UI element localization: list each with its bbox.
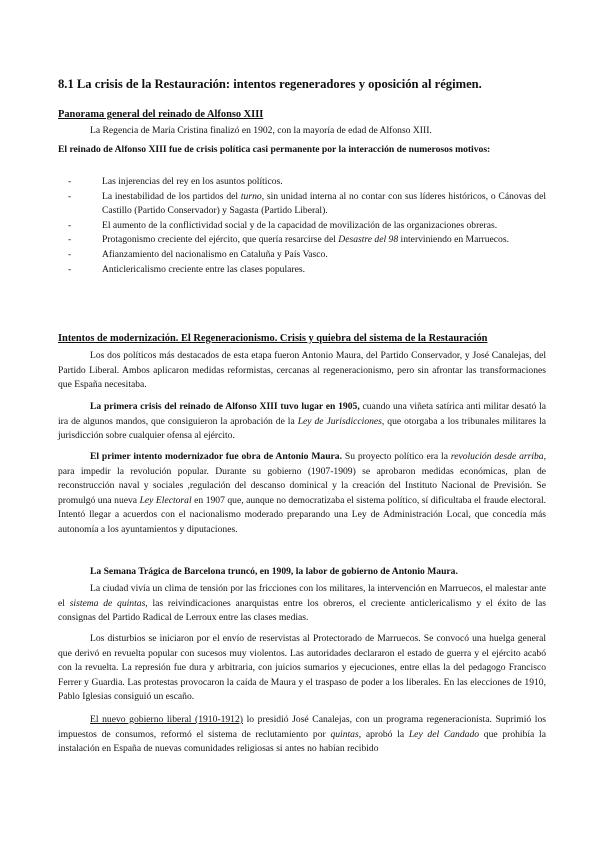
section-heading-regeneracionismo: Intentos de modernización. El Regeneracionismo. Crisis y quiebra del sistema de la Restauración xyxy=(58,333,488,344)
paragraph-regencia: La Regencia de María Cristina finalizó en 1902, con la mayoría de edad de Alfonso XIII. xyxy=(90,125,432,136)
bullet-dash: - xyxy=(68,248,72,260)
bullet-dash: - xyxy=(68,219,72,231)
bullet-dash: - xyxy=(68,176,72,187)
paragraph-thesis: El reinado de Alfonso XIII fue de crisis política casi permanente por la interacción de numerosos motivos: xyxy=(58,144,491,155)
list-item: - Anticlericalismo creciente entre las clases populares. xyxy=(58,263,546,278)
page-title: 8.1 La crisis de la Restauración: intentos regeneradores y oposición al régimen. xyxy=(58,77,482,91)
section-heading-panorama: Panorama general del reinado de Alfonso XIII xyxy=(58,109,264,120)
paragraph-tension: La ciudad vivía un clima de tensión por las fricciones con los militares, la intervención en Marruecos, el malestar ante el sistema de quintas, las reivindicaciones anarquistas entre los obreros, el creciente anticlericalismo y el éxito de las consignas del Partido Radical de Lerroux entre las clases medias. xyxy=(58,583,546,624)
paragraph-crisis-1905: La primera crisis del reinado de Alfonso XIII tuvo lugar en 1905, cuando una viñeta satírica anti militar desató la ira de algunos mandos, que consiguieron la aprobación de la Ley de Jurisdicciones, que otorgaba a los tribunales militares la jurisdicción sobre cualquier ofensa al ejército. xyxy=(58,401,547,442)
list-item: - Las injerencias del rey en los asuntos políticos. xyxy=(58,175,546,190)
paragraph-maura: El primer intento modernizador fue obra de Antonio Maura. Su proyecto político era la revolución desde arriba, para impedir la revolución popular. Durante su gobierno (1907-1909) se aprobaron medidas económicas, plan de reconstrucción naval y sociales ,regulación del descanso dominical y la creación del Instituto Nacional de Previsión. Se promulgó una nueva Ley Electoral en 1907 que, aunque no democratizaba el sistema político, sí dificultaba el fraude electoral. Intentó llegar a acuerdos con el nacionalismo moderado preparando una Ley de Administración Local, que concedía más autonomía a los ayuntamientos y diputaciones. xyxy=(58,451,547,535)
list-item: - El aumento de la conflictividad social y de la capacidad de movilización de las organizaciones obreras. xyxy=(58,219,546,234)
list-item: - Protagonismo creciente del ejército, que quería resarcirse del Desastre del 98 interviniendo en Marruecos. xyxy=(58,233,546,248)
paragraph-politicos: Los dos políticos más destacados de esta etapa fueron Antonio Maura, del Partido Conservador, y José Canalejas, del Partido Liberal. Ambos aplicaron medidas reformistas, cercanas al regeneracionismo, pero sin afrontar las transformaciones que España necesitaba. xyxy=(58,350,546,391)
bullet-dash: - xyxy=(68,263,72,275)
list-item: - Afianzamiento del nacionalismo en Cataluña y País Vasco. xyxy=(58,248,546,263)
paragraph-semana-tragica: La Semana Trágica de Barcelona truncó, en 1909, la labor de gobierno de Antonio Maura. xyxy=(90,566,458,577)
bullet-dash: - xyxy=(68,234,72,246)
paragraph-disturbios: Los disturbios se iniciaron por el envío de reservistas al Protectorado de Marruecos. Se convocó una huelga general que derivó en revuelta popular con sucesos muy violentos. Las autoridades declararon el estado de guerra y el ejército acabó con la revuelta. La represión fue dura y arbitraria, con juicios sumarios y ejecuciones, entre ellas la del pedagogo Francisco Ferrer y Guardia. Las protestas provocaron la caída de Maura y el traspaso de poder a los liberales. En las elecciones de 1910, Pablo Iglesias consiguió un escaño. xyxy=(58,633,546,703)
paragraph-canalejas: El nuevo gobierno liberal (1910-1912) lo presidió José Canalejas, con un programa regeneracionista. Suprimió los impuestos de consumos, reformó el sistema de reclutamiento por quintas, aprobó la Ley del Candado que prohibía la instalación en España de nuevas comunidades religiosas si antes no habían recibido xyxy=(58,714,546,755)
causes-list xyxy=(58,175,546,277)
list-item: - La inestabilidad de los partidos del turno, sin unidad interna al no contar con sus líderes históricos, o Cánovas del Castillo (Partido Conservador) y Sagasta (Partido Liberal). xyxy=(68,190,546,217)
bullet-dash: - xyxy=(68,190,72,202)
